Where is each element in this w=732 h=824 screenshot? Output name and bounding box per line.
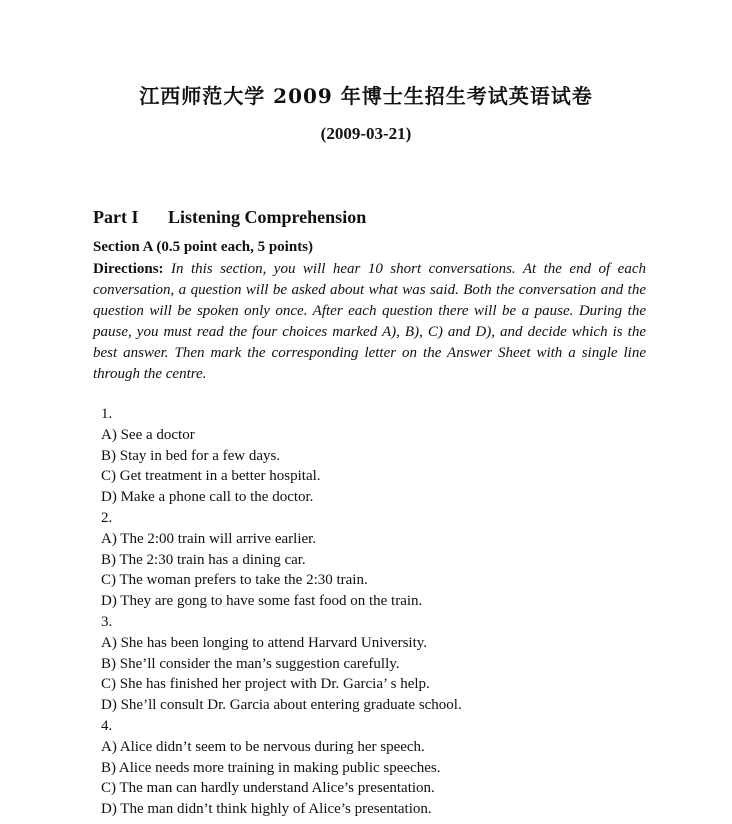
option-d: D) She’ll consult Dr. Garcia about entering graduate school.	[101, 697, 462, 714]
option-d: D) Make a phone call to the doctor.	[101, 489, 314, 506]
option-d: D) They are gong to have some fast food on the train.	[101, 593, 423, 610]
part-name: Listening Comprehension	[168, 207, 367, 227]
directions-label: Directions:	[93, 261, 164, 277]
directions-text: In this section, you will hear 10 short conversations. At the end of each conversation, a question will be asked about what was said. Both the conversation and the question will be spoken only once. After each question there will be a pause. During the pause, you must read the four choices marked A), B), C) and D), and decide which is the best answer. Then mark the corresponding letter on the Answer Sheet with a single line through the centre.	[93, 261, 646, 382]
option-c: C) The man can hardly understand Alice’s presentation.	[101, 780, 435, 797]
option-c: C) Get treatment in a better hospital.	[101, 468, 321, 485]
option-b: B) Stay in bed for a few days.	[101, 447, 281, 464]
option-b: B) She’ll consider the man’s suggestion carefully.	[101, 655, 400, 672]
question-item	[101, 716, 462, 820]
question-item	[101, 612, 462, 716]
option-a: A) Alice didn’t seem to be nervous during her speech.	[101, 738, 425, 755]
question-item	[101, 508, 462, 612]
option-b: B) The 2:30 train has a dining car.	[101, 551, 306, 568]
question-number: 4.	[101, 717, 113, 734]
question-number: 2.	[101, 509, 113, 526]
option-b: B) Alice needs more training in making public speeches.	[101, 759, 441, 776]
question-item	[101, 404, 462, 508]
option-a: A) The 2:00 train will arrive earlier.	[101, 530, 317, 547]
part-number: Part I	[93, 207, 139, 227]
option-a: A) See a doctor	[101, 426, 195, 443]
option-c: C) The woman prefers to take the 2:30 train.	[101, 572, 368, 589]
question-number: 1.	[101, 406, 113, 422]
exam-date: (2009-03-21)	[320, 124, 412, 143]
option-d: D) The man didn’t think highly of Alice’s presentation.	[101, 801, 432, 818]
section-heading: Section A (0.5 point each, 5 points)	[93, 239, 314, 255]
question-list	[101, 404, 462, 820]
part-heading	[93, 207, 366, 228]
option-c: C) She has finished her project with Dr. Garcia’ s help.	[101, 676, 430, 693]
question-number: 3.	[101, 613, 113, 630]
exam-title: 江西师范大学 2009 年博士生招生考试英语试卷	[139, 84, 593, 108]
option-a: A) She has been longing to attend Harvard University.	[101, 634, 428, 651]
directions-paragraph	[93, 259, 646, 385]
